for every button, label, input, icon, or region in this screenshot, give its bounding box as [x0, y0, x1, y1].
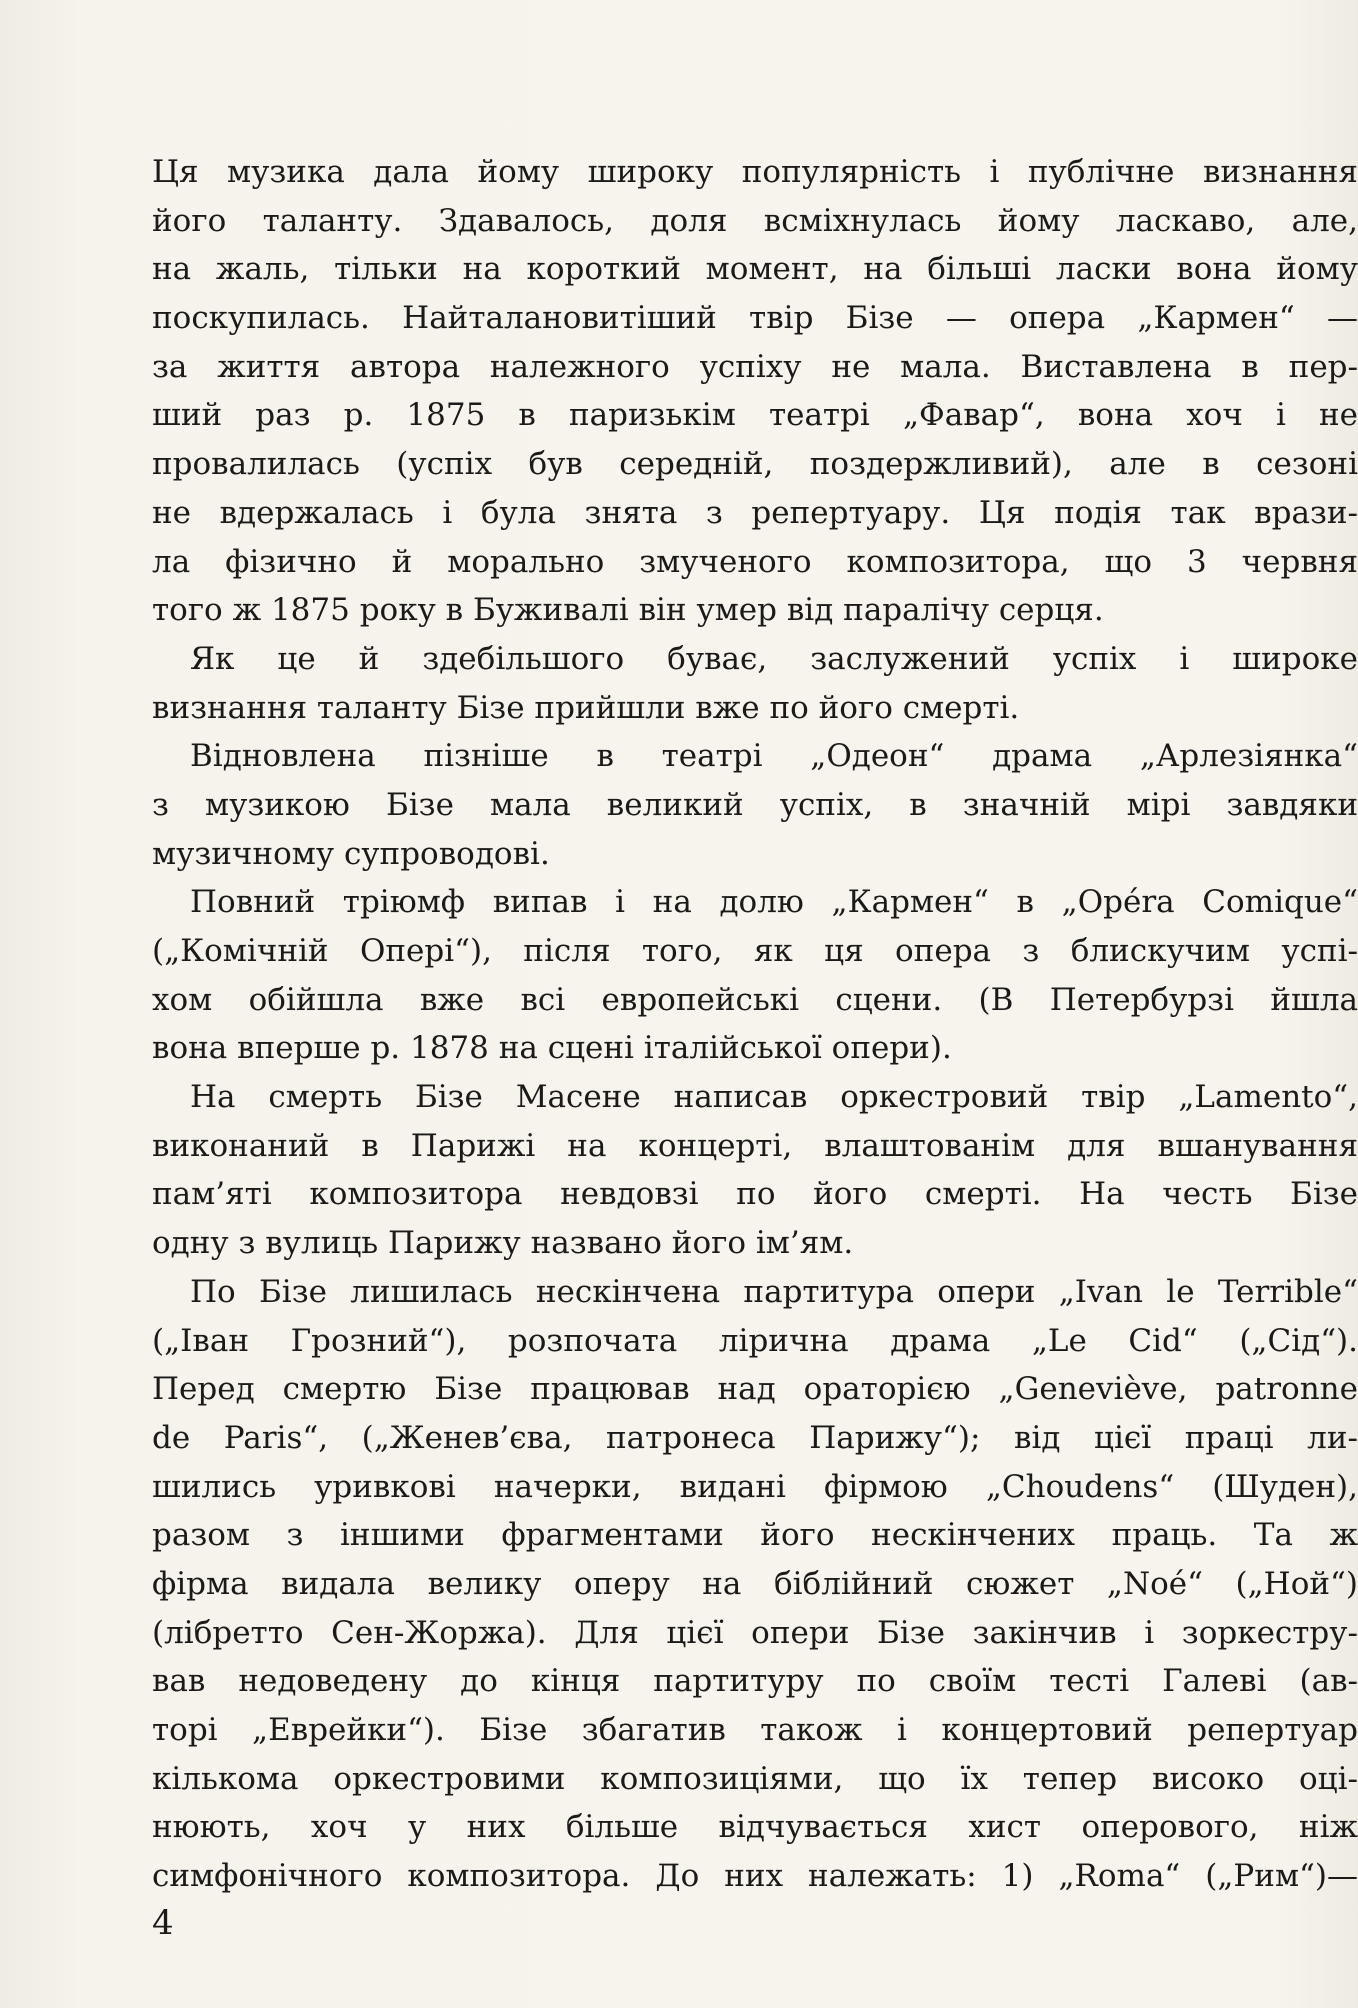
text-line: Ця музика дала йому широку популярність і публічне визнання [152, 154, 1358, 190]
text-line: симфонічного композитора. До них належать: 1) „Roma“ („Рим“)— [152, 1858, 1358, 1895]
text-line: вона вперше р. 1878 на сцені італійської опери). [152, 1030, 952, 1067]
text-line: По Бізе лишилась нескінчена партитура опери „Ivan le Terrible“ [190, 1273, 1358, 1310]
text-line: разом з іншими фрагментами його нескінчених праць. Та ж [152, 1517, 1358, 1554]
text-line: з музикою Бізе мала великий успіх, в значній мірі завдяки [152, 786, 1358, 823]
text-line: фірма видала велику оперу на біблійний сюжет „Noé“ („Ной“) [152, 1565, 1358, 1602]
text-line: („Комічній Опері“), після того, як ця опера з блискучим успі- [152, 933, 1358, 969]
text-line: („Іван Грозний“), розпочата лірична драма „Le Cid“ („Сід“). [152, 1322, 1358, 1359]
text-line: Як це й здебільшого буває, заслужений успіх і широке [190, 640, 1358, 677]
text-line: de Paris“, („Женев’єва, патронеса Парижу“); від цієї праці ли- [152, 1419, 1358, 1456]
page-number: 4 [152, 1903, 174, 1943]
text-line: музичному супроводові. [152, 835, 550, 872]
text-line: пам’яті композитора невдовзі по його смерті. На честь Бізе [152, 1176, 1358, 1213]
text-line: На смерть Бізе Масене написав оркестровий твір „Lamento“, [190, 1079, 1358, 1116]
text-line: за життя автора належного успіху не мала. Виставлена в пер- [152, 348, 1358, 385]
text-line: вав недоведену до кінця партитуру по своїм тесті Галеві (ав- [152, 1663, 1358, 1700]
text-line: провалилась (успіх був середній, поздержливий), але в сезоні [152, 446, 1358, 483]
text-line: виконаний в Парижі на концерті, влаштованім для вшанування [152, 1127, 1358, 1164]
text-line: ший раз р. 1875 в паризькім театрі „Фавар“, вона хоч і не [152, 397, 1358, 434]
text-line: хом обійшла вже всі европейські сцени. (В Петербурзі йшла [152, 981, 1358, 1018]
text-line: ла фізично й морально змученого композитора, що 3 червня [152, 543, 1358, 580]
text-line: (лібретто Сен-Жоржа). Для цієї опери Бізе закінчив і зоркестру- [152, 1614, 1358, 1651]
text-line: Відновлена пізніше в театрі „Одеон“ драма „Арлезіянка“ [190, 738, 1358, 775]
text-line: визнання таланту Бізе прийшли вже по його смерті. [152, 689, 1020, 726]
text-line: нюють, хоч у них більше відчувається хист оперового, ніж [152, 1809, 1358, 1846]
text-line: поскупилась. Найталановитіший твір Бізе — опера „Кармен“ — [152, 300, 1358, 337]
text-line: торі „Еврейки“). Бізе збагатив також і концертовий репертуар [152, 1712, 1358, 1748]
text-line: на жаль, тільки на короткий момент, на більші ласки вона йому [152, 251, 1358, 288]
text-line: кількома оркестровими композиціями, що їх тепер високо оці- [152, 1760, 1358, 1797]
text-line: Перед смертю Бізе працював над ораторією „Geneviève, patronne [152, 1371, 1358, 1408]
text-line: Повний тріюмф випав і на долю „Кармен“ в „Opéra Comique“ [190, 884, 1358, 921]
text-line: шились уривкові начерки, видані фірмою „Choudens“ (Шуден), [152, 1468, 1358, 1505]
text-line: одну з вулиць Парижу названо його ім’ям. [152, 1225, 854, 1262]
text-line: того ж 1875 року в Буживалі він умер від паралічу серця. [152, 592, 1104, 629]
text-line: його таланту. Здавалось, доля всміхнулась йому ласкаво, але, [152, 202, 1358, 239]
text-line: не вдержалась і була знята з репертуару. Ця подія так врази- [152, 494, 1358, 531]
body-text [152, 148, 1358, 1901]
